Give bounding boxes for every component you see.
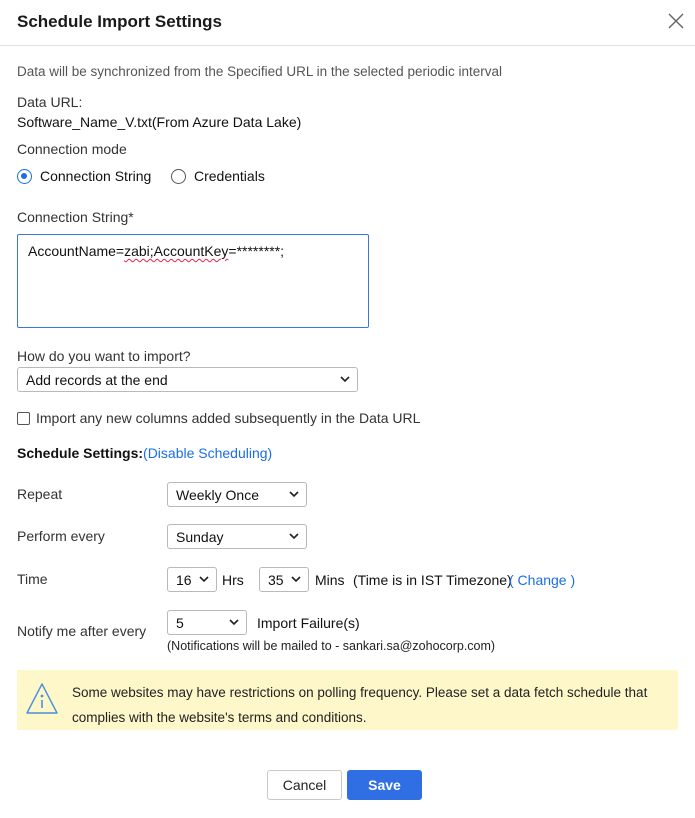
hours-select[interactable] (167, 567, 217, 592)
repeat-select[interactable] (167, 482, 307, 507)
info-text: Data will be synchronized from the Specified URL in the selected periodic interval (17, 64, 502, 79)
chevron-down-icon (340, 374, 350, 384)
change-timezone-link[interactable]: ( Change ) (509, 572, 576, 588)
notify-count-value: 5 (176, 615, 184, 631)
polling-notice (17, 670, 678, 730)
connection-string-prefix: AccountName= (28, 243, 125, 259)
save-button[interactable]: Save (347, 770, 422, 800)
timezone-note: (Time is in IST Timezone) (353, 572, 512, 588)
radio-connection-string[interactable] (17, 169, 32, 184)
chevron-down-icon (289, 489, 299, 499)
repeat-label: Repeat (17, 486, 63, 502)
info-icon (25, 682, 59, 716)
minutes-select[interactable] (259, 567, 309, 592)
new-columns-label[interactable]: Import any new columns added subsequently in the Data URL (36, 410, 421, 426)
connection-string-label: Connection String* (17, 209, 134, 225)
notify-mail-note: (Notifications will be mailed to - sankari.sa@zohocorp.com) (167, 639, 496, 653)
schedule-heading: Schedule Settings: (17, 445, 144, 461)
connection-string-suffix: =********; (228, 243, 285, 259)
dialog-header (0, 0, 695, 46)
chevron-down-icon (229, 617, 239, 627)
time-label: Time (17, 571, 48, 587)
radio-credentials[interactable] (171, 169, 186, 184)
perform-every-select[interactable] (167, 524, 307, 549)
data-url-label: Data URL: (17, 94, 83, 110)
dialog-title: Schedule Import Settings (17, 12, 222, 31)
notify-unit: Import Failure(s) (257, 615, 360, 631)
perform-every-label: Perform every (17, 528, 105, 544)
chevron-down-icon (199, 574, 209, 584)
disable-scheduling-link[interactable]: (Disable Scheduling) (143, 445, 273, 461)
close-icon[interactable] (667, 12, 685, 30)
radio-connection-string-label[interactable]: Connection String (40, 168, 152, 184)
schedule-heading-row (17, 445, 272, 461)
minutes-value: 35 (268, 572, 284, 588)
radio-credentials-label[interactable]: Credentials (194, 168, 265, 184)
perform-every-value: Sunday (176, 529, 224, 545)
data-url-value: Software_Name_V.txt(From Azure Data Lake) (17, 114, 302, 130)
hours-value: 16 (176, 572, 192, 588)
new-columns-checkbox[interactable] (17, 412, 30, 425)
connection-mode-label: Connection mode (17, 141, 127, 157)
connection-string-misspelled: zabi;AccountKey (124, 243, 229, 259)
polling-notice-text: Some websites may have restrictions on polling frequency. Please set a data fetch schedule that complies with the website's terms and conditions. (72, 685, 648, 725)
notify-count-select[interactable] (167, 610, 247, 635)
cancel-button[interactable]: Cancel (267, 770, 342, 800)
minutes-unit: Mins (315, 572, 345, 588)
import-mode-value: Add records at the end (26, 372, 168, 388)
import-mode-select[interactable] (17, 367, 358, 392)
hours-unit: Hrs (222, 572, 244, 588)
repeat-value: Weekly Once (176, 487, 259, 503)
notify-label: Notify me after every (17, 623, 147, 639)
connection-string-input[interactable] (17, 234, 369, 328)
chevron-down-icon (291, 574, 301, 584)
chevron-down-icon (289, 531, 299, 541)
import-mode-label: How do you want to import? (17, 348, 191, 364)
